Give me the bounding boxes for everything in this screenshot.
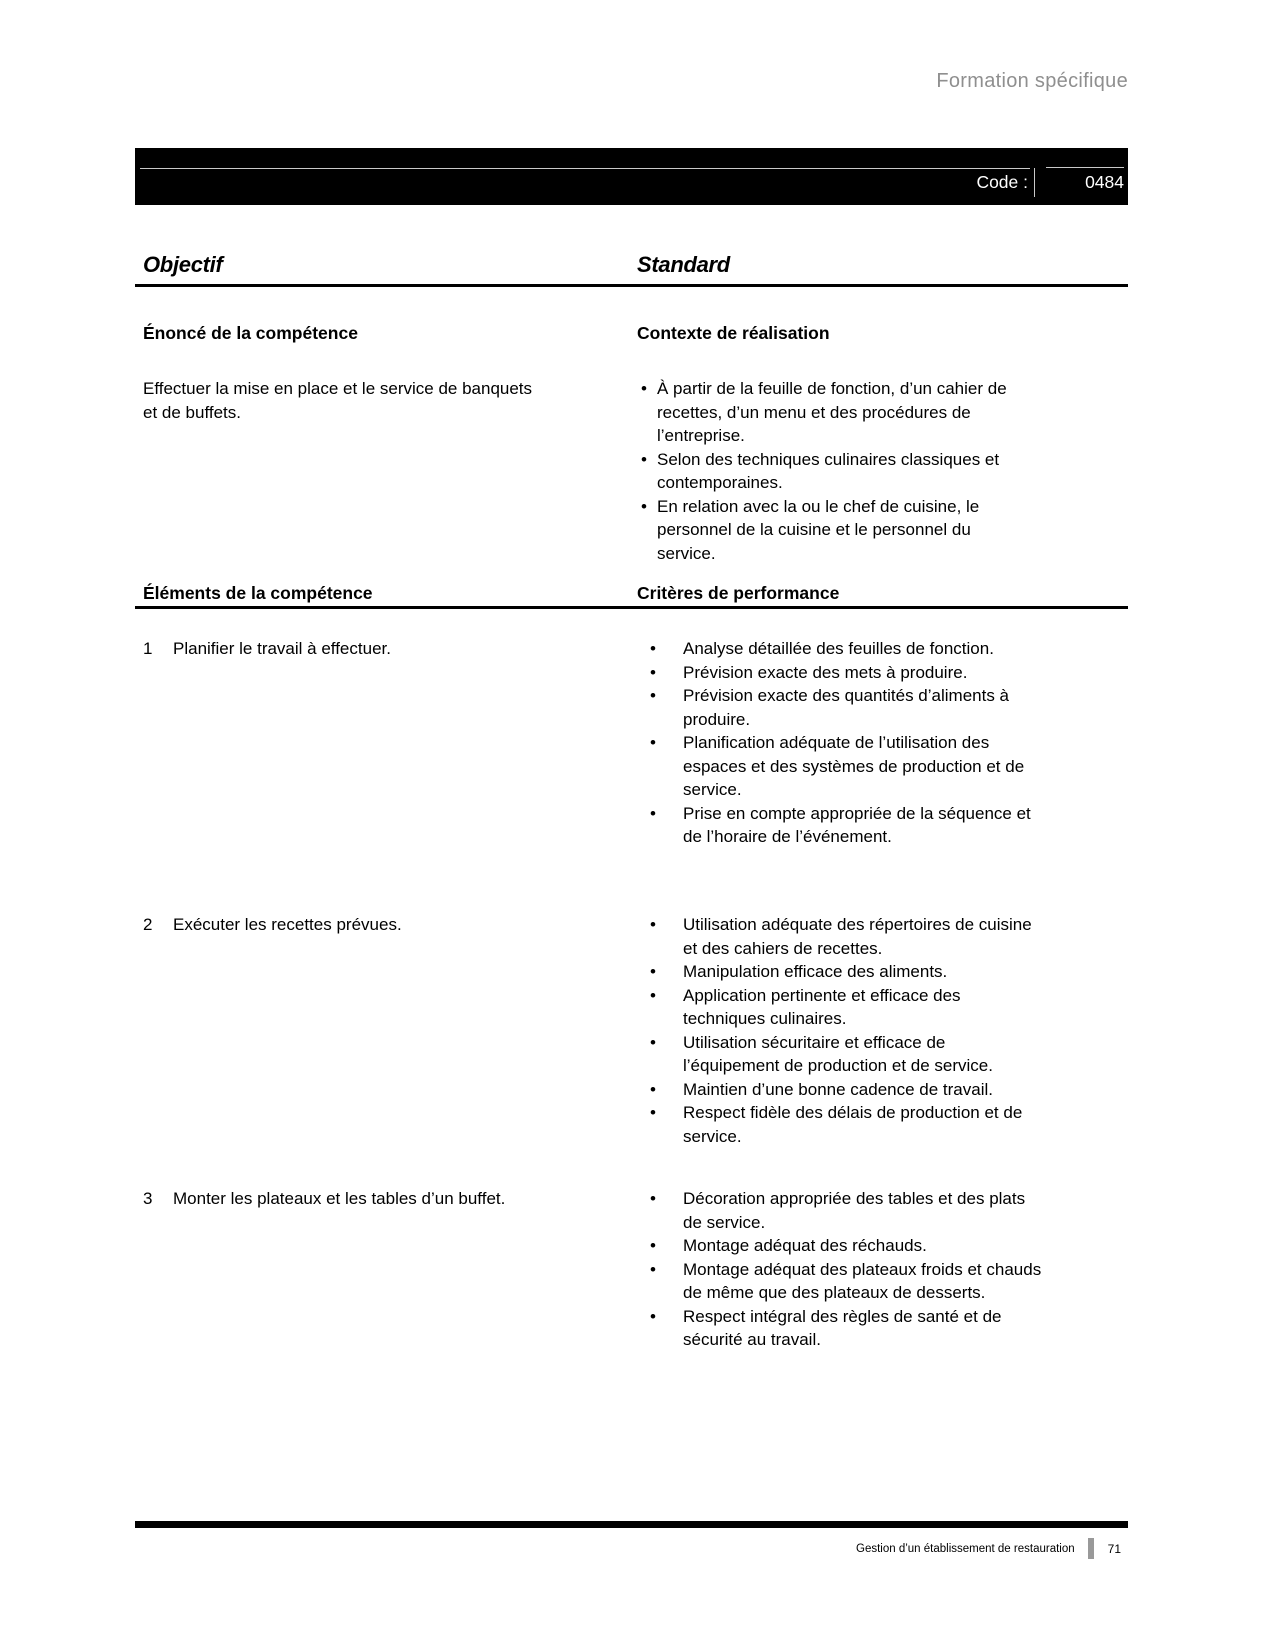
- criteria-line: Respect intégral des règles de santé et de: [683, 1306, 1002, 1326]
- bullet-icon: •: [650, 1189, 656, 1208]
- criteria-item: [637, 731, 1137, 802]
- bullet-icon: •: [650, 1306, 656, 1326]
- criteria-line: Prévision exacte des quantités d’aliments à: [683, 686, 1010, 705]
- criteria-item: [637, 802, 1137, 849]
- bullet-icon: •: [650, 1236, 656, 1255]
- title-objectif: Objectif: [143, 252, 223, 277]
- bullet-line: Selon des techniques culinaires classiques et: [657, 449, 1000, 469]
- bullet-line: personnel de la cuisine et le personnel du: [657, 520, 971, 539]
- element-number: 1: [143, 639, 153, 658]
- bullet-line: contemporaines.: [657, 473, 783, 492]
- code-banner: [135, 148, 1128, 205]
- footer-label: Gestion d’un établissement de restauration: [856, 1542, 1075, 1555]
- criteria-item: [637, 1078, 1137, 1102]
- statement-line: et de buffets.: [143, 402, 241, 422]
- criteria-line: Prévision exacte des mets à produire.: [683, 662, 968, 682]
- criteria-item: [637, 1101, 1137, 1148]
- criteria-line: Montage adéquat des réchauds.: [683, 1236, 927, 1255]
- criteria-line: sécurité au travail.: [683, 1330, 821, 1349]
- title-standard: Standard: [637, 252, 730, 277]
- heading-criteres-performance: Critères de performance: [637, 583, 840, 603]
- criteria-item: [637, 1234, 1137, 1258]
- criteria-item: [637, 1031, 1137, 1078]
- criteria-list: [637, 637, 1137, 849]
- criteria-line: Planification adéquate de l’utilisation des: [683, 733, 990, 752]
- bullet-icon: •: [650, 985, 656, 1005]
- criteria-line: Application pertinente et efficace des: [683, 985, 961, 1005]
- bullet-icon: •: [650, 1103, 656, 1122]
- footer-page-number: 71: [1107, 1541, 1121, 1556]
- context-bullet: [637, 495, 1137, 566]
- criteria-item: [637, 637, 1137, 661]
- bullet-icon: •: [650, 1259, 656, 1279]
- criteria-item: [637, 684, 1137, 731]
- criteria-line: Manipulation efficace des aliments.: [683, 962, 948, 981]
- footer-separator: [1088, 1538, 1094, 1559]
- running-header: Formation spécifique: [936, 70, 1128, 92]
- bullet-icon: •: [641, 449, 647, 469]
- statement-line: Effectuer la mise en place et le service de banquets: [143, 379, 533, 398]
- criteria-line: service.: [683, 1126, 742, 1146]
- criteria-line: service.: [683, 780, 742, 799]
- banner-divider-line: [140, 168, 1030, 169]
- heading-contexte-realisation: Contexte de réalisation: [637, 323, 830, 343]
- competency-statement: [143, 377, 623, 424]
- context-bullet-list: [637, 377, 1137, 565]
- bullet-icon: •: [650, 962, 656, 981]
- element-label: Monter les plateaux et les tables d’un buffet.: [173, 1189, 506, 1208]
- criteria-list: [637, 913, 1137, 1148]
- bullet-line: recettes, d’un menu et des procédures de: [657, 402, 971, 422]
- criteria-item: [637, 984, 1137, 1031]
- criteria-line: de même que des plateaux de desserts.: [683, 1283, 986, 1302]
- bullet-icon: •: [650, 639, 656, 658]
- criteria-line: espaces et des systèmes de production et de: [683, 756, 1025, 776]
- heading-enonce-competence: Énoncé de la compétence: [143, 323, 358, 343]
- criteria-line: de service.: [683, 1212, 766, 1232]
- bullet-icon: •: [650, 803, 656, 823]
- bullet-icon: •: [641, 496, 647, 516]
- footer: [135, 1538, 1121, 1559]
- footer-bar: [135, 1521, 1128, 1528]
- criteria-line: Utilisation adéquate des répertoires de cuisine: [683, 915, 1032, 934]
- bullet-line: En relation avec la ou le chef de cuisine, le: [657, 496, 980, 516]
- context-bullet: [637, 448, 1137, 495]
- element-number: 2: [143, 915, 153, 934]
- criteria-line: Décoration appropriée des tables et des plats: [683, 1189, 1026, 1208]
- element-number: 3: [143, 1189, 153, 1208]
- bullet-icon: •: [650, 1032, 656, 1052]
- criteria-item: [637, 1187, 1137, 1234]
- title-rule: [135, 284, 1128, 287]
- code-label: Code :: [976, 172, 1028, 192]
- criteria-line: et des cahiers de recettes.: [683, 938, 883, 958]
- code-value: 0484: [1085, 172, 1124, 192]
- criteria-line: Utilisation sécuritaire et efficace de: [683, 1032, 946, 1052]
- bullet-line: l’entreprise.: [657, 426, 745, 445]
- bullet-icon: •: [650, 686, 656, 705]
- elements-rule: [135, 606, 1128, 609]
- bullet-line: service.: [657, 543, 716, 563]
- criteria-line: Respect fidèle des délais de production et de: [683, 1103, 1023, 1122]
- criteria-line: Prise en compte appropriée de la séquence et: [683, 803, 1031, 823]
- criteria-line: Maintien d’une bonne cadence de travail.: [683, 1079, 993, 1099]
- code-cell-top-border: [1046, 167, 1124, 168]
- criteria-line: Montage adéquat des plateaux froids et chauds: [683, 1259, 1042, 1279]
- bullet-icon: •: [650, 915, 656, 934]
- criteria-line: produire.: [683, 709, 751, 729]
- element-label: Planifier le travail à effectuer.: [173, 639, 391, 658]
- criteria-line: de l’horaire de l’événement.: [683, 827, 892, 846]
- bullet-icon: •: [641, 379, 647, 398]
- criteria-item: [637, 661, 1137, 685]
- criteria-item: [637, 1258, 1137, 1305]
- bullet-line: À partir de la feuille de fonction, d’un cahier de: [657, 379, 1007, 398]
- context-bullet: [637, 377, 1137, 448]
- criteria-item: [637, 1305, 1137, 1352]
- criteria-line: techniques culinaires.: [683, 1009, 847, 1028]
- criteria-item: [637, 960, 1137, 984]
- criteria-list: [637, 1187, 1137, 1352]
- criteria-line: Analyse détaillée des feuilles de fonction.: [683, 639, 994, 658]
- criteria-item: [637, 913, 1137, 960]
- bullet-icon: •: [650, 1079, 656, 1099]
- bullet-icon: •: [650, 662, 656, 682]
- element-label: Exécuter les recettes prévues.: [173, 915, 402, 934]
- heading-elements-competence: Éléments de la compétence: [143, 583, 373, 603]
- criteria-line: l’équipement de production et de service.: [683, 1056, 993, 1075]
- bullet-icon: •: [650, 733, 656, 752]
